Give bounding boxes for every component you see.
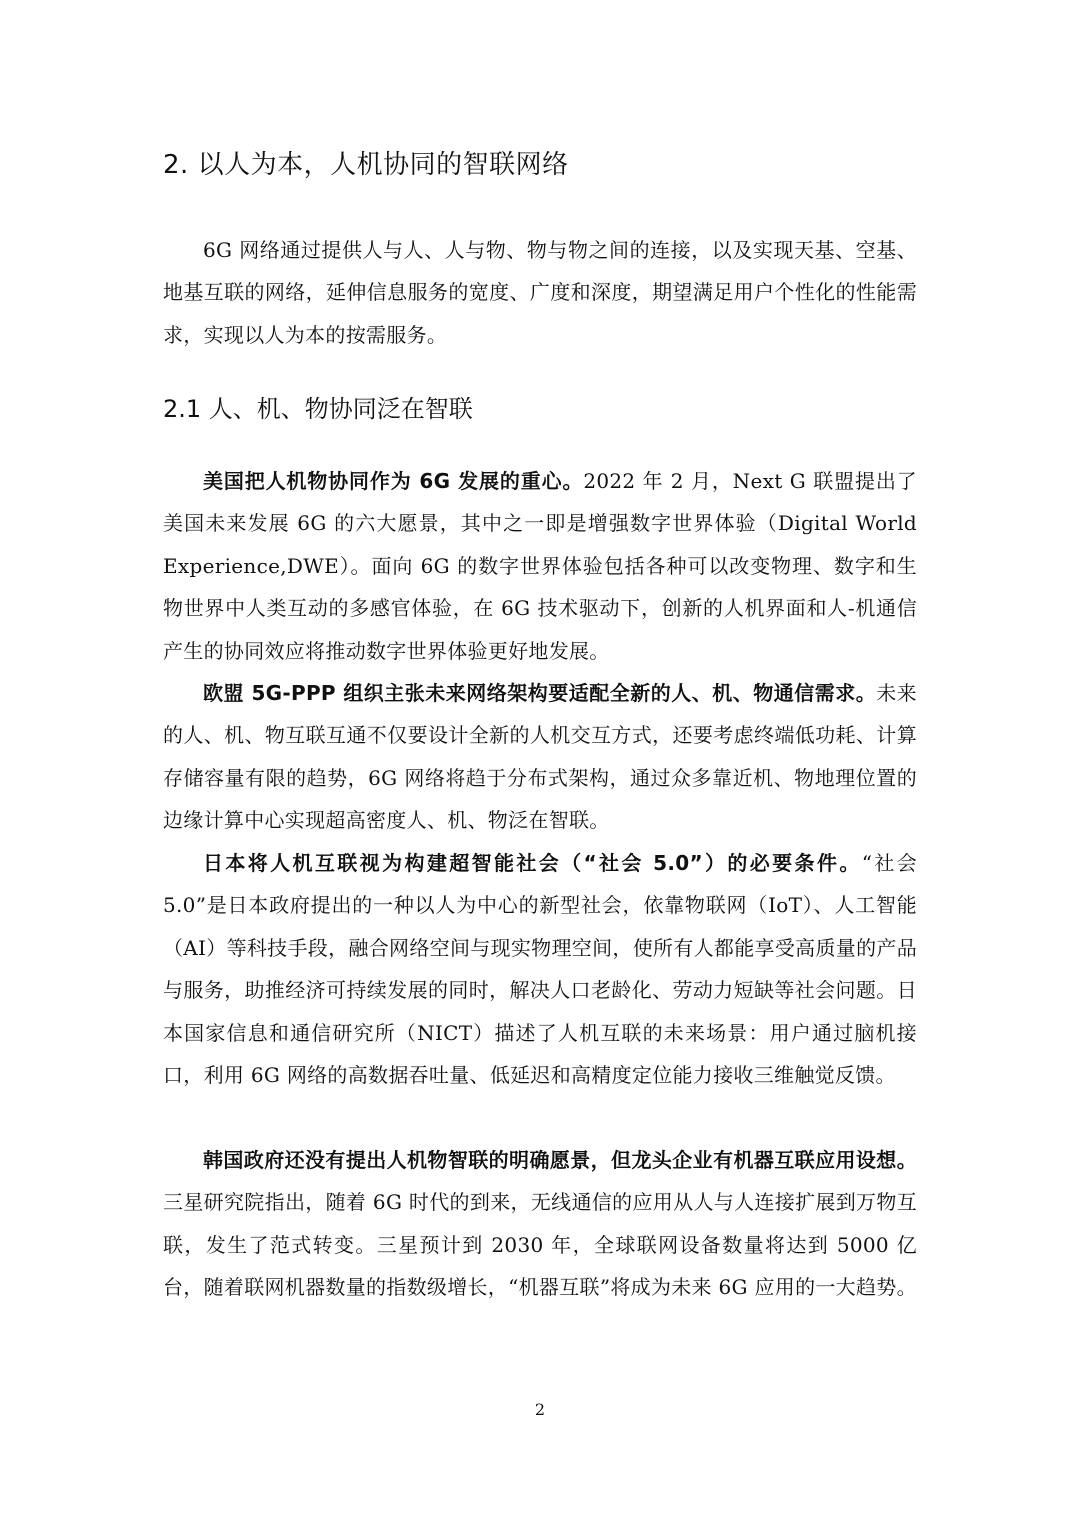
page-number: 2 [534,1400,546,1419]
paragraph-body: 三星研究院指出，随着 6G 时代的到来，无线通信的应用从人与人连接扩展到万物互联，发生了范式转变。三星预计到 2030 年，全球联网设备数量将达到 5000 亿台，随着联网机器数量的指数级增长，“机器互联”将成为未来 6G 应用的一大趋势。 [163,1190,917,1300]
paragraph-korea [163,1139,917,1309]
section-heading: 2. 以人为本，人机协同的智联网络 [163,150,569,180]
intro-paragraph: 6G 网络通过提供人与人、人与物、物与物之间的连接，以及实现天基、空基、地基互联的网络，延伸信息服务的宽度、广度和深度，期望满足用户个性化的性能需求，实现以人为本的按需服务。 [163,238,917,347]
paragraph-eu [163,672,917,842]
paragraph-usa [163,460,917,672]
subsection-heading: 2.1 人、机、物协同泛在智联 [163,395,473,423]
paragraph-lead: 欧盟 5G-PPP 组织主张未来网络架构要适配全新的人、机、物通信需求。 [203,681,877,705]
paragraph-body: “社会 5.0”是日本政府提出的一种以人为中心的新型社会，依靠物联网（IoT）、人工智能（AI）等科技手段，融合网络空间与现实物理空间，使所有人都能享受高质量的产品与服务，助推经济可持续发展的同时，解决人口老龄化、劳动力短缺等社会问题。日本国家信息和通信研究所（NICT）描述了人机互联的未来场景：用户通过脑机接口，利用 6G 网络的高数据吞吐量、低延迟和高精度定位能力接收三维触觉反馈。 [163,851,918,1088]
paragraph-body: 2022 年 2 月，Next G 联盟提出了美国未来发展 6G 的六大愿景，其中之一即是增强数字世界体验（Digital World Experience,DWE）。面向 6G 的数字世界体验包括各种可以改变物理、数字和生物世界中人类互动的多感官体验，在 6G 技术驱动下，创新的人机界面和人-机通信产生的协同效应将推动数字世界体验更好地发展。 [163,469,917,663]
paragraph-lead: 美国把人机物协同作为 6G 发展的重心。 [203,469,584,493]
paragraph-body: 未来的人、机、物互联互通不仅要设计全新的人机交互方式，还要考虑终端低功耗、计算存储容量有限的趋势，6G 网络将趋于分布式架构，通过众多靠近机、物地理位置的边缘计算中心实现超高密度人、机、物泛在智联。 [163,681,917,833]
paragraph-lead: 日本将人机互联视为构建超智能社会（“社会 5.0”）的必要条件。 [203,851,862,875]
paragraph-lead: 韩国政府还没有提出人机物智联的明确愿景，但龙头企业有机器互联应用设想。 [203,1148,917,1172]
paragraph-japan [163,842,917,1096]
